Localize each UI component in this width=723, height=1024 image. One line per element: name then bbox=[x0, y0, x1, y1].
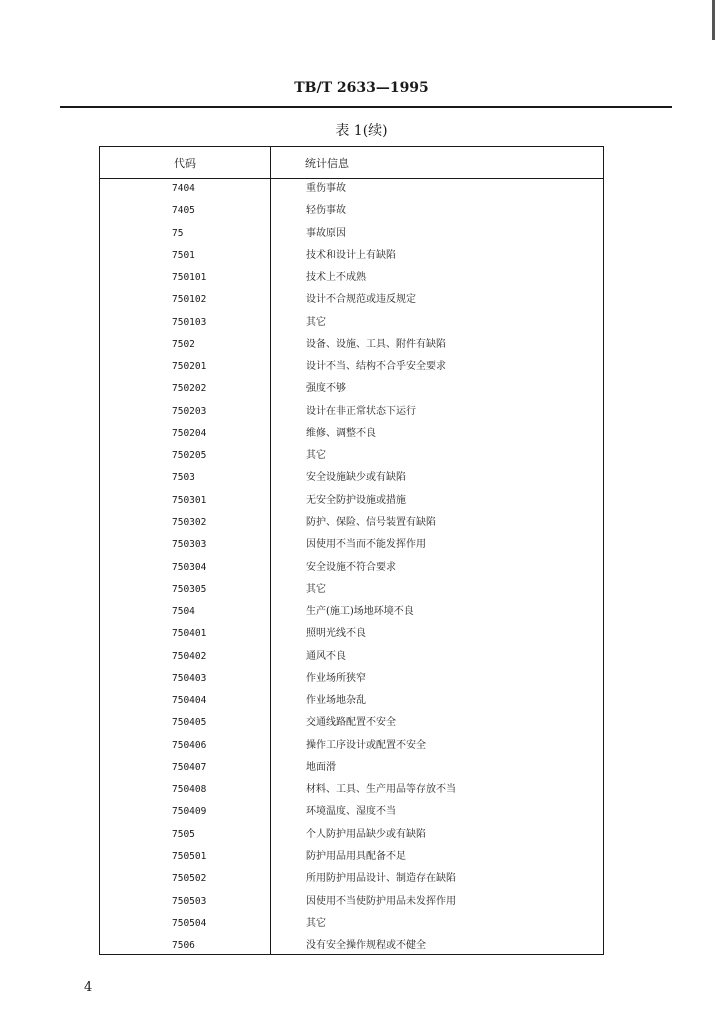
table-row bbox=[100, 623, 603, 645]
table-row bbox=[100, 512, 603, 534]
cell-info: 其它 bbox=[306, 917, 326, 929]
cell-code: 750301 bbox=[172, 494, 207, 506]
cell-info: 安全设施缺少或有缺陷 bbox=[306, 472, 406, 484]
column-header-code: 代码 bbox=[174, 157, 196, 170]
cell-info: 生产(施工)场地环境不良 bbox=[306, 606, 414, 618]
cell-info: 技术和设计上有缺陷 bbox=[306, 249, 396, 261]
cell-info: 作业场地杂乱 bbox=[306, 695, 366, 707]
table-row bbox=[100, 801, 603, 823]
cell-info: 防护、保险、信号装置有缺陷 bbox=[306, 516, 436, 528]
cell-code: 750204 bbox=[172, 427, 207, 439]
column-header-info: 统计信息 bbox=[305, 157, 349, 170]
cell-info: 重伤事故 bbox=[306, 183, 346, 194]
cell-code: 750303 bbox=[172, 539, 207, 551]
statistics-table bbox=[99, 146, 604, 955]
cell-info: 防护用品用具配备不足 bbox=[306, 850, 406, 862]
cell-code: 7504 bbox=[172, 606, 195, 618]
cell-info: 地面滑 bbox=[306, 761, 336, 773]
cell-info: 轻伤事故 bbox=[306, 205, 346, 217]
cell-code: 7503 bbox=[172, 472, 195, 484]
table-row bbox=[100, 579, 603, 601]
table-row bbox=[100, 712, 603, 734]
cell-code: 7405 bbox=[172, 205, 195, 217]
cell-info: 没有安全操作规程或不健全 bbox=[306, 940, 426, 952]
cell-code: 750404 bbox=[172, 695, 207, 707]
cell-info: 设计在非正常状态下运行 bbox=[306, 405, 416, 417]
cell-info: 技术上不成熟 bbox=[306, 272, 366, 284]
cell-info: 设计不当、结构不合乎安全要求 bbox=[306, 361, 446, 373]
cell-code: 7501 bbox=[172, 249, 195, 261]
table-row bbox=[100, 779, 603, 801]
table-row bbox=[100, 490, 603, 512]
cell-info: 交通线路配置不安全 bbox=[306, 717, 396, 729]
table-row bbox=[100, 601, 603, 623]
cell-info: 其它 bbox=[306, 450, 326, 462]
cell-info: 设计不合规范或违反规定 bbox=[306, 294, 416, 306]
table-row bbox=[100, 690, 603, 712]
cell-code: 750102 bbox=[172, 294, 207, 306]
cell-code: 750203 bbox=[172, 405, 207, 417]
cell-info: 无安全防护设施或措施 bbox=[306, 494, 406, 506]
cell-code: 750409 bbox=[172, 806, 207, 818]
cell-info: 强度不够 bbox=[306, 383, 346, 395]
table-body bbox=[100, 178, 603, 954]
table-row bbox=[100, 289, 603, 311]
cell-code: 750305 bbox=[172, 583, 207, 595]
cell-info: 材料、工具、生产用品等存放不当 bbox=[306, 784, 456, 796]
cell-code: 750503 bbox=[172, 895, 207, 907]
cell-code: 750205 bbox=[172, 450, 207, 462]
table-row bbox=[100, 356, 603, 378]
table-row bbox=[100, 891, 603, 913]
table-row bbox=[100, 245, 603, 267]
table-row bbox=[100, 757, 603, 779]
cell-info: 安全设施不符合要求 bbox=[306, 561, 396, 573]
cell-info: 作业场所狭窄 bbox=[306, 672, 366, 684]
cell-code: 750401 bbox=[172, 628, 207, 640]
cell-code: 750201 bbox=[172, 361, 207, 373]
cell-info: 设备、设施、工具、附件有缺陷 bbox=[306, 338, 446, 350]
cell-info: 事故原因 bbox=[306, 227, 346, 239]
table-row bbox=[100, 445, 603, 467]
cell-code: 7506 bbox=[172, 940, 195, 952]
cell-info: 因使用不当而不能发挥作用 bbox=[306, 539, 426, 551]
cell-code: 750405 bbox=[172, 717, 207, 729]
cell-code: 750402 bbox=[172, 650, 207, 662]
cell-info: 通风不良 bbox=[306, 650, 346, 662]
cell-info: 操作工序设计或配置不安全 bbox=[306, 739, 426, 751]
cell-info: 其它 bbox=[306, 583, 326, 595]
cell-code: 7505 bbox=[172, 828, 195, 840]
scan-edge-mark bbox=[712, 0, 715, 40]
cell-code: 750101 bbox=[172, 272, 207, 284]
table-row bbox=[100, 868, 603, 890]
cell-code: 750408 bbox=[172, 784, 207, 796]
cell-info: 所用防护用品设计、制造存在缺陷 bbox=[306, 873, 456, 885]
cell-code: 750302 bbox=[172, 516, 207, 528]
cell-code: 7404 bbox=[172, 183, 195, 194]
cell-info: 照明光线不良 bbox=[306, 628, 366, 640]
cell-code: 75 bbox=[172, 227, 184, 239]
table-row bbox=[100, 267, 603, 289]
table-row bbox=[100, 467, 603, 489]
cell-code: 750103 bbox=[172, 316, 207, 328]
table-row bbox=[100, 312, 603, 334]
table-row bbox=[100, 178, 603, 200]
cell-code: 750501 bbox=[172, 850, 207, 862]
cell-info: 环境温度、湿度不当 bbox=[306, 806, 396, 818]
table-row bbox=[100, 668, 603, 690]
table-row bbox=[100, 846, 603, 868]
standard-number-header: TB/T 2633—1995 bbox=[294, 80, 429, 96]
table-row bbox=[100, 913, 603, 935]
page-number: 4 bbox=[84, 980, 93, 995]
cell-info: 维修、调整不良 bbox=[306, 427, 376, 439]
table-row bbox=[100, 557, 603, 579]
header-rule bbox=[60, 106, 672, 108]
table-row bbox=[100, 200, 603, 222]
cell-code: 750304 bbox=[172, 561, 207, 573]
table-header bbox=[100, 147, 603, 179]
cell-code: 750502 bbox=[172, 873, 207, 885]
table-row bbox=[100, 223, 603, 245]
cell-code: 750407 bbox=[172, 761, 207, 773]
table-caption: 表 1(续) bbox=[335, 123, 388, 139]
cell-code: 750406 bbox=[172, 739, 207, 751]
table-row bbox=[100, 378, 603, 400]
table-row bbox=[100, 401, 603, 423]
cell-info: 因使用不当使防护用品未发挥作用 bbox=[306, 895, 456, 907]
table-row bbox=[100, 935, 603, 957]
table-row bbox=[100, 735, 603, 757]
table-row bbox=[100, 646, 603, 668]
table-row bbox=[100, 334, 603, 356]
cell-info: 个人防护用品缺少或有缺陷 bbox=[306, 828, 426, 840]
table-row bbox=[100, 423, 603, 445]
cell-code: 7502 bbox=[172, 338, 195, 350]
cell-code: 750403 bbox=[172, 672, 207, 684]
cell-code: 750504 bbox=[172, 917, 207, 929]
table-row bbox=[100, 824, 603, 846]
cell-code: 750202 bbox=[172, 383, 207, 395]
cell-info: 其它 bbox=[306, 316, 326, 328]
table-row bbox=[100, 534, 603, 556]
